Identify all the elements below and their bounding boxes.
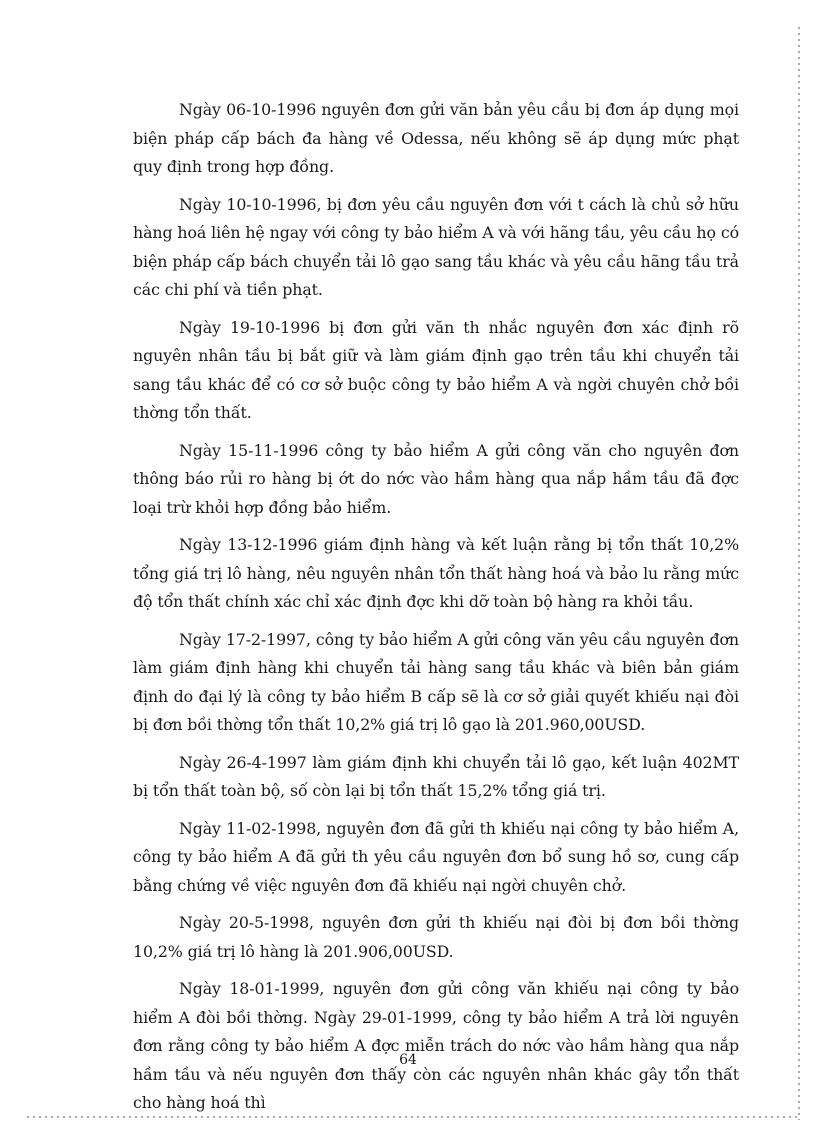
page-number: 64 xyxy=(399,1052,417,1068)
page-border-right xyxy=(796,25,802,1120)
document-body xyxy=(133,96,739,1127)
paragraph: Ngày 11-02-1998, nguyên đơn đã gửi th khiếu nại công ty bảo hiểm A, công ty bảo hiểm A đã gửi th yêu cầu nguyên đơn bổ sung hồ sơ, cung cấp bằng chứng về việc nguyên đơn đã khiếu nại ngời chuyên chở. xyxy=(133,818,739,895)
paragraph: Ngày 10-10-1996, bị đơn yêu cầu nguyên đơn với t cách là chủ sở hữu hàng hoá liên hệ ngay với công ty bảo hiểm A và với hãng tầu, yêu cầu họ có biện pháp cấp bách chuyển tải lô gạo sang tầu khác và yêu cầu hãng tầu trả các chi phí và tiền phạt. xyxy=(133,194,739,299)
paragraph: Ngày 06-10-1996 nguyên đơn gửi văn bản yêu cầu bị đơn áp dụng mọi biện pháp cấp bách đa hàng về Odessa, nếu không sẽ áp dụng mức phạt quy định trong hợp đồng. xyxy=(133,100,739,176)
paragraph: Ngày 26-4-1997 làm giám định khi chuyển tải lô gạo, kết luận 402MT bị tổn thất toàn bộ, số còn lại bị tổn thất 15,2% tổng giá trị. xyxy=(133,752,739,800)
paragraph: Ngày 13-12-1996 giám định hàng và kết luận rằng bị tổn thất 10,2% tổng giá trị lô hàng, nêu nguyên nhân tổn thất hàng hoá và bảo lu rằng mức độ tổn thất chính xác chỉ xác định đợc khi dỡ toàn bộ hàng ra khỏi tầu. xyxy=(133,535,739,611)
paragraph: Ngày 19-10-1996 bị đơn gửi văn th nhắc nguyên đơn xác định rõ nguyên nhân tầu bị bắt giữ và làm giám định gạo trên tầu khi chuyển tải sang tầu khác để có cơ sở buộc công ty bảo hiểm A và ngời chuyên chở bồi thờng tổn thất. xyxy=(133,317,739,422)
paragraph: Ngày 18-01-1999, nguyên đơn gửi công văn khiếu nại công ty bảo hiểm A đòi bồi thờng. Ngày 29-01-1999, công ty bảo hiểm A trả lời nguyên đơn rằng công ty bảo hiểm A đợc miễn trách do nớc vào hầm hàng qua nắp hầm tầu và nếu nguyên đơn thấy còn các nguyên nhân khác gây tổn thất cho hàng hoá thì xyxy=(133,979,739,1112)
paragraph: Ngày 15-11-1996 công ty bảo hiểm A gửi công văn cho nguyên đơn thông báo rủi ro hàng bị ớt do nớc vào hầm hàng qua nắp hầm tầu đã đợc loại trừ khỏi hợp đồng bảo hiểm. xyxy=(133,440,739,517)
paragraph: Ngày 20-5-1998, nguyên đơn gửi th khiếu nại đòi bị đơn bồi thờng 10,2% giá trị lô hàng là 201.906,00USD. xyxy=(133,913,739,961)
paragraph: Ngày 17-2-1997, công ty bảo hiểm A gửi công văn yêu cầu nguyên đơn làm giám định hàng khi chuyển tải hàng sang tầu khác và biên bản giám định do đại lý là công ty bảo hiểm B cấp sẽ là cơ sở giải quyết khiếu nại đòi bị đơn bồi thờng tổn thất 10,2% giá trị lô gạo là 201.960,00USD. xyxy=(133,629,739,734)
